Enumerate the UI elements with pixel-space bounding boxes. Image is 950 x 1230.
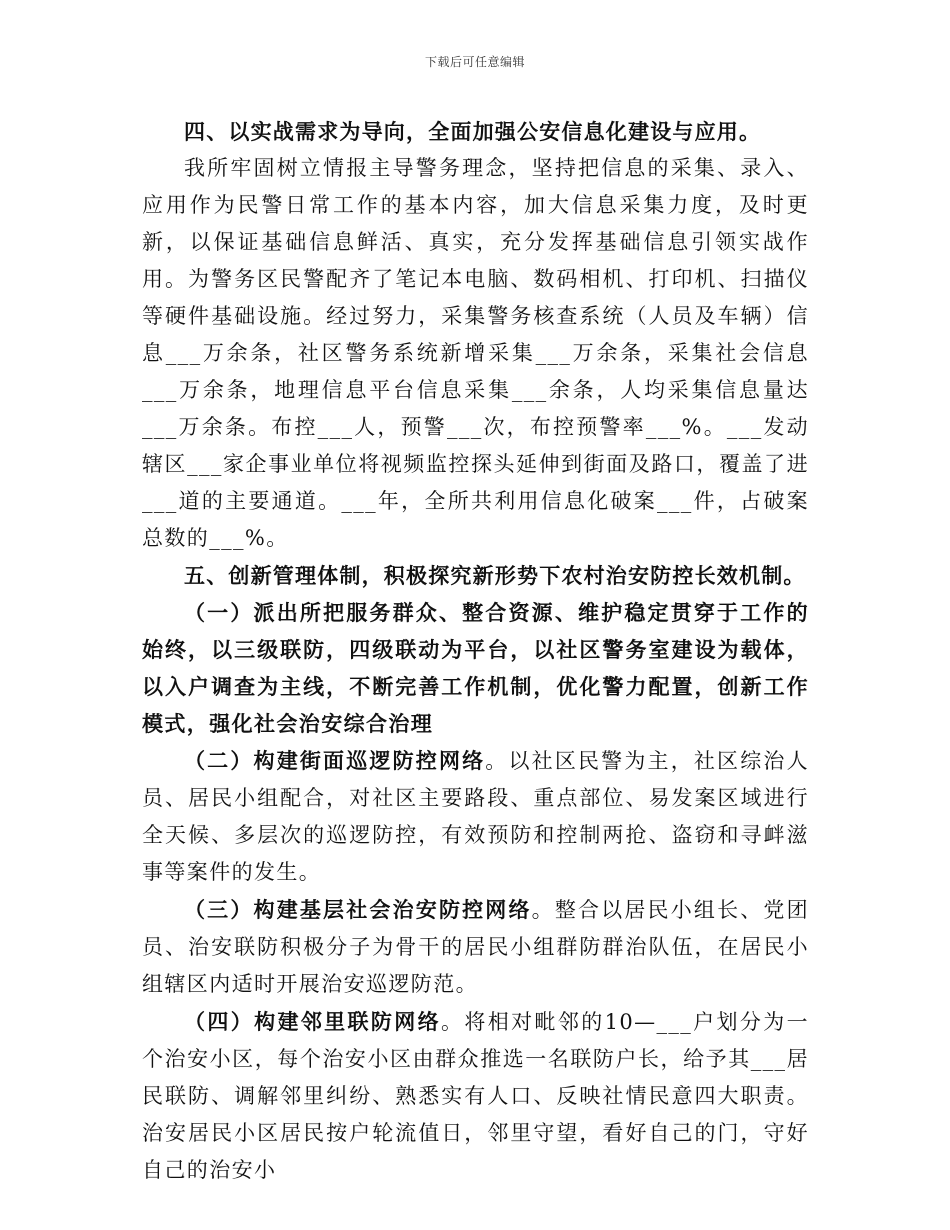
subsection-3-lead: （三）构建基层社会治安防控网络: [184, 897, 532, 922]
subsection-1-paragraph: （一）派出所把服务群众、整合资源、维护稳定贯穿于工作的始终，以三级联防，四级联动为平台，以社区警务室建设为载体，以入户调查为主线，不断完善工作机制，优化警力配置，创新工作模式，强化社会治安综合治理: [142, 600, 809, 736]
subsection-2-paragraph: [142, 742, 809, 891]
section-heading-4: 四、以实战需求为导向，全面加强公安信息化建设与应用。: [184, 119, 762, 144]
section-heading-5: 五、创新管理体制，积极探究新形势下农村治安防控长效机制。: [184, 563, 806, 588]
document-body: [142, 113, 809, 1189]
subsection-2-text: 。以社区民警为主，社区综治人员、居民小组配合，对社区主要路段、重点部位、易发案区域进行全天候、多层次的巡逻防控，有效预防和控制两抢、盗窃和寻衅滋事等案件的发生。: [142, 749, 809, 884]
page-header: 下载后可任意编辑: [424, 55, 525, 69]
subsection-3-text: 。整合以居民小组长、党团员、治安联防积极分子为骨干的居民小组群防群治队伍，在居民小组辖区内适时开展治安巡逻防范。: [142, 898, 809, 996]
subsection-4-lead: （四）构建邻里联防网络: [184, 1009, 442, 1034]
subsection-4-text: 。将相对毗邻的10—___户划分为一个治安小区，每个治安小区由群众推选一名联防户长，给予其___居民联防、调解邻里纠纷、熟悉实有人口、反映社情民意四大职责。治安居民小区居民按户轮流值日，邻里守望，看好自己的门，守好自己的治安小: [142, 1010, 810, 1182]
body-paragraph-informatization: 我所牢固树立情报主导警务理念，坚持把信息的采集、录入、应用作为民警日常工作的基本内容，加大信息采集力度，及时更新，以保证基础信息鲜活、真实，充分发挥基础信息引领实战作用。为警务区民警配齐了笔记本电脑、数码相机、打印机、扫描仪等硬件基础设施。经过努力，采集警务核查系统（人员及车辆）信息___万余条，社区警务系统新增采集___万余条，采集社会信息___万余条，地理信息平台信息采集___余条，人均采集信息量达___万余条。布控___人，预警___次，布控预警率___%。___发动辖区___家企事业单位将视频监控探头延伸到街面及路口，覆盖了进___道的主要通道。___年，全所共利用信息化破案___件，占破案总数的___%。: [142, 156, 809, 550]
subsection-2-lead: （二）构建街面巡逻防控网络: [184, 748, 486, 773]
subsection-3-paragraph: [142, 891, 809, 1003]
subsection-4-paragraph: [142, 1003, 809, 1189]
